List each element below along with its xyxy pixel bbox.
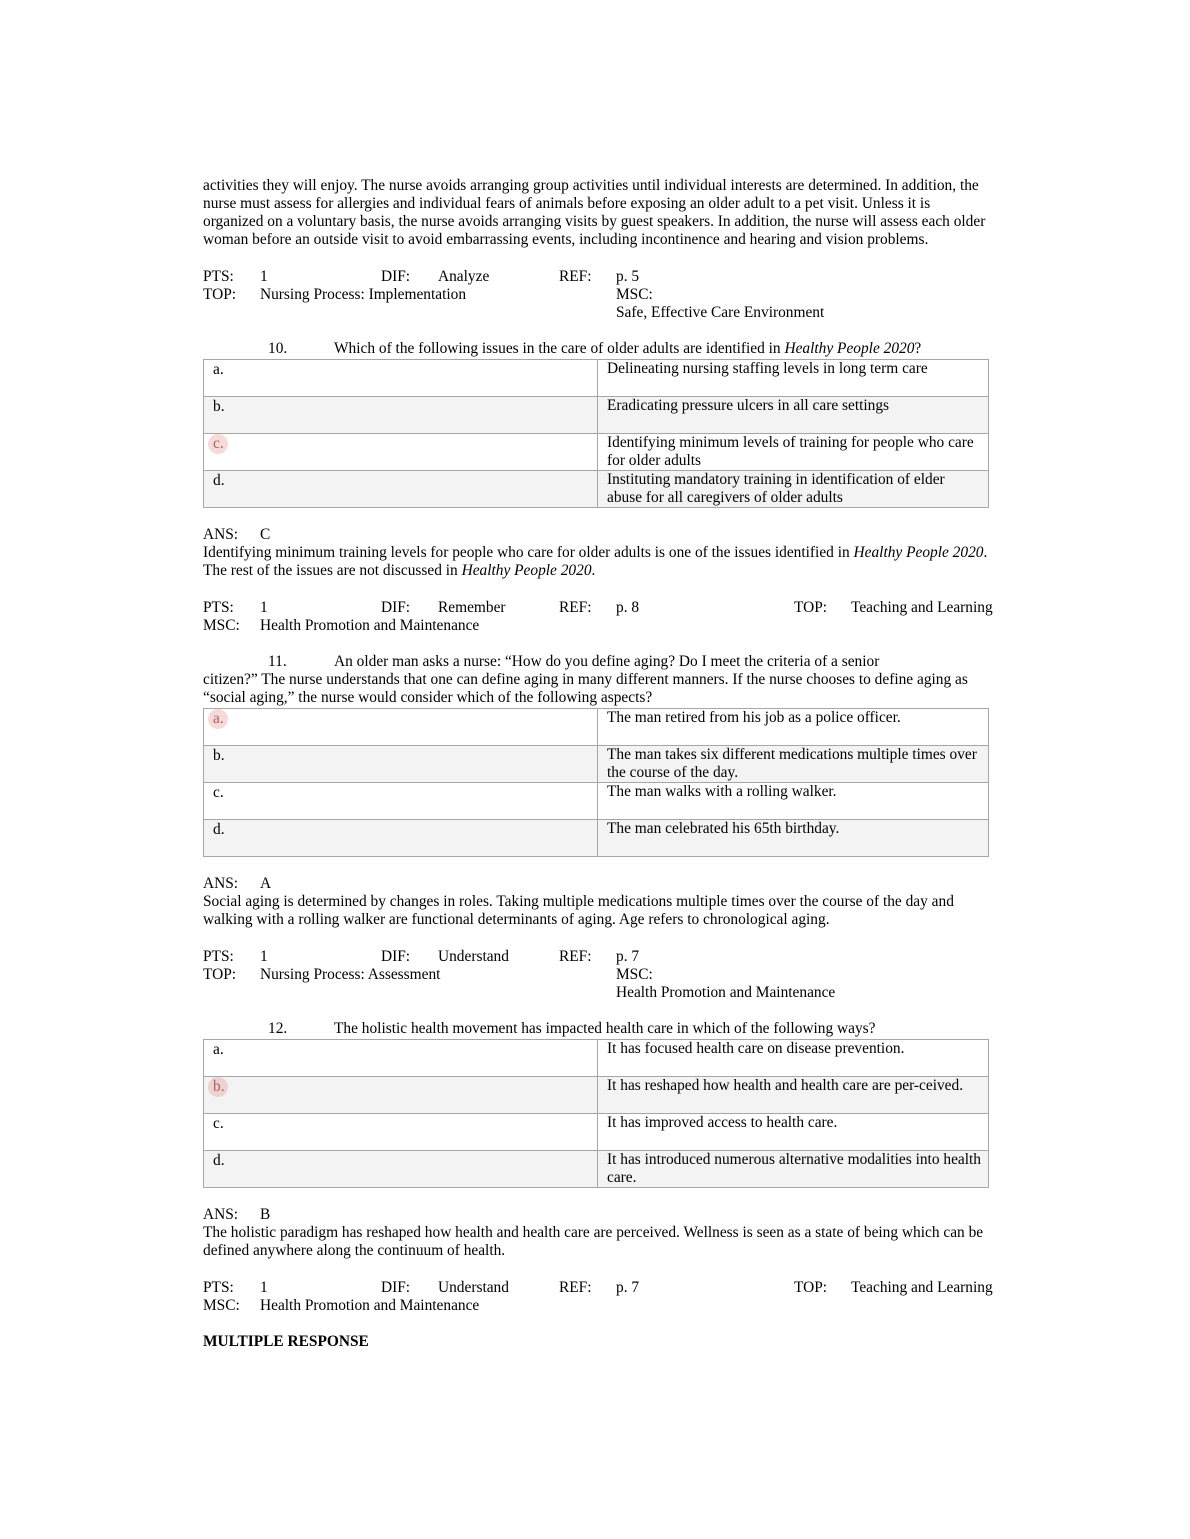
option-text: The man walks with a rolling walker.: [598, 783, 989, 820]
options-table-q12: [203, 1039, 989, 1188]
meta-q10: PTS: 1 DIF: Remember REF: p. 8 TOP: Teaching and Learning MSC: Health Promotion and Maintenance: [203, 599, 993, 634]
option-text: The man retired from his job as a police officer.: [598, 709, 989, 746]
rationale-q9-continued: activities they will enjoy. The nurse avoids arranging group activities until individual interests are determined. In addition, the nurse must assess for allergies and individual fears of animals before exposing an older adult to a pet visit. Unless it is organized on a voluntary basis, the nurse avoids arranging visits by guest speakers. In addition, the nurse will assess each older woman before an outside visit to avoid embarrassing events, including incontinence and hearing and vision problems.: [203, 177, 986, 248]
section-heading: MULTIPLE RESPONSE: [203, 1333, 369, 1350]
option-row[interactable]: [204, 1077, 989, 1114]
msc-value: Health Promotion and Maintenance: [260, 1297, 480, 1314]
option-text: The man celebrated his 65th birthday.: [598, 820, 989, 857]
dif-value: Remember: [438, 599, 506, 616]
answer-q10: ANS: C: [203, 526, 271, 543]
top-label: TOP:: [203, 286, 237, 303]
option-letter[interactable]: c.: [213, 784, 224, 801]
question-11-stem: 11. An older man asks a nurse: “How do you define aging? Do I meet the criteria of a senior citizen?” The nurse understands that one can define aging in many different manners. If the nurse chooses to define aging as “social aging,” the nurse would consider which of the following aspects?: [203, 653, 968, 706]
option-text: The man takes six different medications multiple times over the course of the day.: [598, 746, 989, 783]
top-value: Teaching and Learning: [851, 599, 993, 616]
meta-q12: PTS: 1 DIF: Understand REF: p. 7 TOP: Teaching and Learning MSC: Health Promotion and Maintenance: [203, 1279, 993, 1314]
question-number: 12.: [268, 1020, 288, 1037]
msc-value: Safe, Effective Care Environment: [616, 304, 825, 321]
rationale-q11: Social aging is determined by changes in roles. Taking multiple medications multiple times over the course of the day and walking with a rolling walker are functional determinants of aging. Age refers to chronological aging.: [203, 893, 954, 928]
pts-value: 1: [260, 599, 268, 616]
option-row[interactable]: [204, 709, 989, 746]
option-text: It has focused health care on disease prevention.: [598, 1040, 989, 1077]
rationale-q10: Identifying minimum training levels for people who care for older adults is one of the issues identified in Healthy People 2020. The rest of the issues are not discussed in Healthy People 2020.: [203, 544, 988, 579]
dif-value: Understand: [438, 948, 509, 965]
ref-value: p. 8: [616, 599, 640, 616]
ref-value: p. 7: [616, 948, 640, 965]
top-value: Nursing Process: Implementation: [260, 286, 467, 303]
answer-q12: ANS: B: [203, 1206, 271, 1223]
ref-value: p. 5: [616, 268, 640, 285]
pts-value: 1: [260, 268, 268, 285]
top-value: Nursing Process: Assessment: [260, 966, 441, 983]
option-row[interactable]: [204, 471, 989, 508]
option-text: It has introduced numerous alternative modalities into health care.: [598, 1151, 989, 1188]
msc-value: Health Promotion and Maintenance: [260, 617, 480, 634]
answer-q11: ANS: A: [203, 875, 272, 892]
answer-value: A: [260, 875, 272, 892]
option-letter[interactable]: b.: [213, 747, 225, 764]
ref-label: REF:: [559, 268, 592, 285]
option-row[interactable]: [204, 820, 989, 857]
option-letter[interactable]: d.: [213, 821, 225, 838]
meta-q11: PTS: 1 DIF: Understand REF: p. 7 TOP: Nursing Process: Assessment MSC: Health Promotion and Maintenance: [203, 948, 988, 1002]
question-number: 11.: [268, 653, 287, 670]
option-row[interactable]: [204, 783, 989, 820]
option-row[interactable]: [204, 746, 989, 783]
ref-value: p. 7: [616, 1279, 640, 1296]
option-text: It has improved access to health care.: [598, 1114, 989, 1151]
dif-label: DIF:: [381, 268, 411, 285]
option-letter-highlighted[interactable]: a.: [213, 710, 224, 727]
msc-value: Health Promotion and Maintenance: [616, 984, 836, 1001]
option-row[interactable]: [204, 1040, 989, 1077]
option-text: Delineating nursing staffing levels in long term care: [598, 360, 989, 397]
pts-value: 1: [260, 1279, 268, 1296]
rationale-q12: The holistic paradigm has reshaped how health and health care are perceived. Wellness is seen as a state of being which can be defined anywhere along the continuum of health.: [203, 1224, 984, 1259]
msc-label: MSC:: [616, 286, 653, 303]
answer-value: B: [260, 1206, 271, 1223]
option-letter[interactable]: b.: [213, 398, 225, 415]
option-row[interactable]: [204, 1151, 989, 1188]
option-letter-highlighted[interactable]: c.: [213, 435, 224, 452]
option-text: Instituting mandatory training in identification of elder abuse for all caregivers of older adults: [598, 471, 989, 508]
option-letter[interactable]: d.: [213, 1152, 225, 1169]
option-letter[interactable]: a.: [213, 1041, 224, 1058]
option-row[interactable]: [204, 1114, 989, 1151]
meta-q9: [203, 268, 988, 322]
option-row[interactable]: [204, 360, 989, 397]
options-table-q10: [203, 359, 989, 508]
pts-value: 1: [260, 948, 268, 965]
option-text: Identifying minimum levels of training for people who care for older adults: [598, 434, 989, 471]
option-letter[interactable]: d.: [213, 472, 225, 489]
option-row[interactable]: [204, 397, 989, 434]
option-letter-highlighted[interactable]: b.: [213, 1078, 225, 1095]
pts-label: PTS:: [203, 268, 234, 285]
option-row[interactable]: [204, 434, 989, 471]
dif-value: Analyze: [438, 268, 490, 285]
question-number: 10.: [268, 340, 288, 357]
option-text: It has reshaped how health and health care are per-ceived.: [598, 1077, 989, 1114]
answer-value: C: [260, 526, 271, 543]
option-letter[interactable]: a.: [213, 361, 224, 378]
question-10-stem: 10. Which of the following issues in the care of older adults are identified in Healthy People 2020?: [268, 340, 922, 357]
top-value: Teaching and Learning: [851, 1279, 993, 1296]
dif-value: Understand: [438, 1279, 509, 1296]
options-table-q11: [203, 708, 989, 857]
option-text: Eradicating pressure ulcers in all care settings: [598, 397, 989, 434]
question-12-stem: 12. The holistic health movement has impacted health care in which of the following ways?: [268, 1020, 876, 1037]
option-letter[interactable]: c.: [213, 1115, 224, 1132]
document-page: [203, 177, 993, 1351]
